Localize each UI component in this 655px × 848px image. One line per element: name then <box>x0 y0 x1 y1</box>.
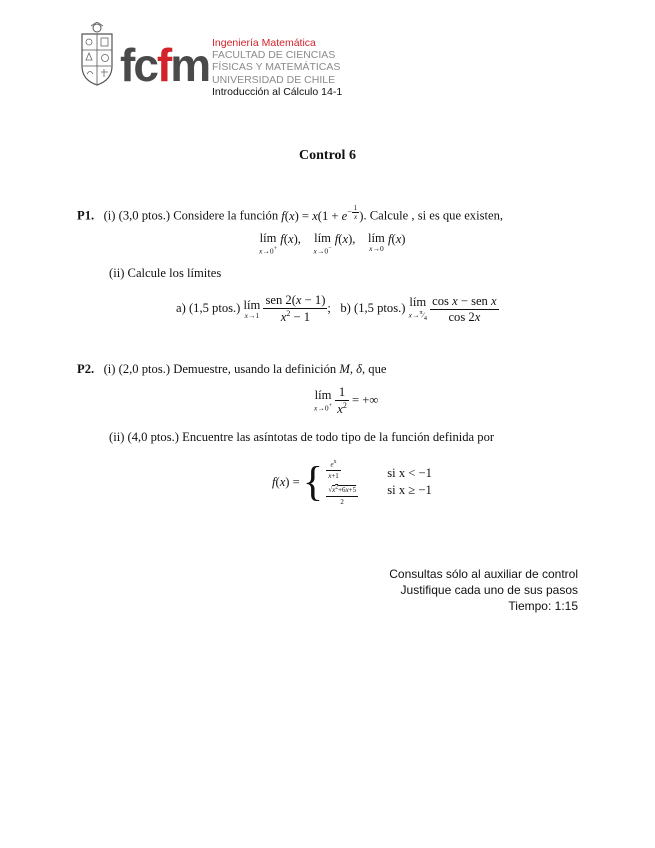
header-text <box>212 37 342 98</box>
faculty-line-1: FACULTAD DE CIENCIAS <box>212 49 336 62</box>
p2-ii-text: Encuentre las asíntotas de todo tipo de la función definida por <box>182 430 495 444</box>
p1-b-fraction: $\frac{\text{cos x − sen x}}{\cos 2x}$ <box>432 293 497 324</box>
p2-ii-points: (4,0 ptos.) <box>127 430 179 444</box>
case2-condition: si x ≥ −1 <box>387 483 432 498</box>
p1-function-def: $f(x) = x(1 + e^{- \frac{1}{x}}$ ) <box>281 204 364 223</box>
logo-accent-f: f <box>156 39 171 91</box>
p1-i-text-b: . Calcule , si es que existen, <box>363 208 504 223</box>
department: Ingeniería Matemática <box>212 37 316 49</box>
p1-a-points: (1,5 ptos.) <box>188 300 241 315</box>
p1-i-statement <box>77 204 503 224</box>
p1-ii-statement <box>109 266 221 281</box>
p2-i-statement: P2. (i) (2,0 ptos.) Demuestre, usando la definición M, δ, que <box>77 362 387 376</box>
p1-i-label: (i) <box>103 208 116 223</box>
p1-ii-limits: a) (1,5 ptos.) lím x→1 $\frac{\text{sen 2(x − 1)}}{x^2 - 1}$ ; b) (1,5 ptos.) lím $x\to^\pi⁄_4$ $\frac{\text{cos x − sen x}}{\cos 2x}$ <box>176 293 497 325</box>
p2-ii-statement <box>109 430 494 445</box>
p2-label: P2. <box>77 362 95 376</box>
faculty-line-2: FÍSICAS Y MATEMÁTICAS <box>212 61 341 74</box>
p1-b-label: b) <box>340 300 351 315</box>
footer-line-1: Consultas sólo al auxiliar de control <box>389 567 578 581</box>
footer-line-2: Justifique cada uno de sus pasos <box>400 583 578 597</box>
p2-ii-label: (ii) <box>109 430 125 444</box>
footer-notes <box>389 566 578 614</box>
p1-i-text-a: Considere la función <box>173 208 279 223</box>
p2-i-text: Demuestre, usando la definición <box>173 362 337 376</box>
p1-label: P1. <box>77 208 95 223</box>
fcfm-logo <box>120 39 210 91</box>
p1-a-label: a) <box>176 300 186 315</box>
p1-limits-display: lím x→0+ f(x), lím x→0− f(x), lím x→0 f(x) <box>259 231 406 256</box>
p1-a-fraction: $\frac{\text{sen 2(x − 1)}}{x^2 - 1}$ <box>265 293 326 325</box>
p1-ii-text: Calcule los límites <box>127 266 222 280</box>
university: UNIVERSIDAD DE CHILE <box>212 73 336 86</box>
p2-i-points: (2,0 ptos.) <box>118 362 171 376</box>
course-name: Introducción al Cálculo 14-1 <box>212 85 343 98</box>
exam-title: Control 6 <box>299 148 356 163</box>
p2-limit-display: lím x→0+ $\frac{1}{x^2}$ = +∞ <box>314 385 379 417</box>
p1-ii-label: (ii) <box>109 266 125 280</box>
logo-fc: fc <box>120 39 157 91</box>
p1-i-points: (3,0 ptos.) <box>118 208 171 223</box>
logo-m: m <box>170 39 210 91</box>
p2-i-label: (i) <box>103 362 116 376</box>
footer-line-3: Tiempo: 1:15 <box>508 599 578 613</box>
p2-piecewise-function: f(x) = { $\frac{e^x}{x+1}$ $\frac{√x^2+6x+5}{2}$ si x < −1 si x ≥ −1 <box>272 459 432 506</box>
university-seal-icon <box>78 22 116 86</box>
p1-b-points: (1,5 ptos.) <box>354 300 406 315</box>
p2-i-text-end: , que <box>362 362 387 376</box>
case1-condition: si x < −1 <box>387 466 432 481</box>
